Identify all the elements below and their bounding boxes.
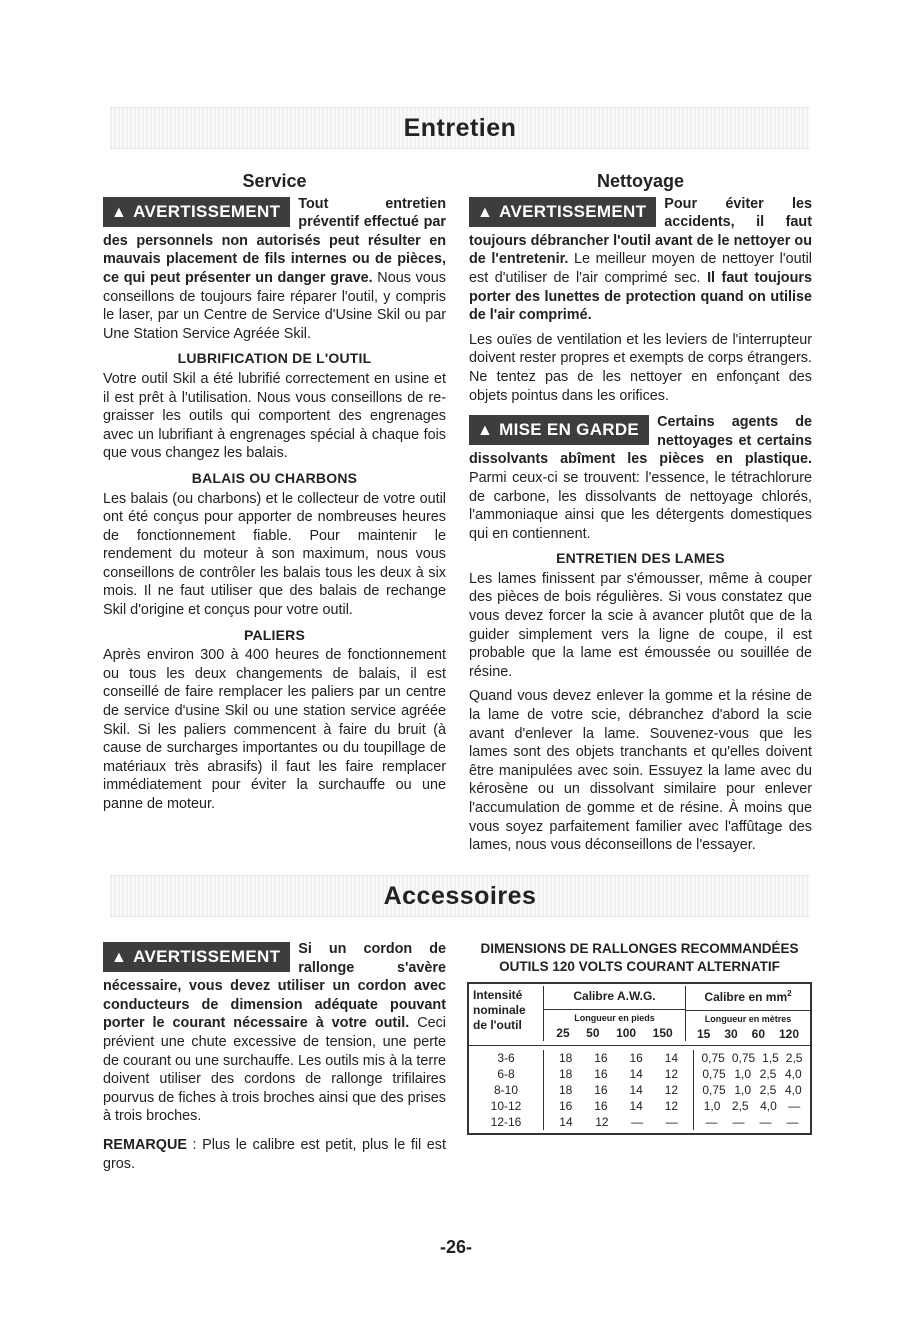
awg-cell: 18 (558, 1067, 573, 1081)
amp-cell: 10-12 (469, 1098, 544, 1114)
awg-cell: 16 (629, 1051, 643, 1065)
table-row (469, 1050, 810, 1066)
awg-cell: 12 (595, 1115, 609, 1129)
awg-cells (544, 1114, 694, 1130)
table-title-2: OUTILS 120 VOLTS COURANT ALTERNATIF (499, 959, 780, 974)
extension-table-block (467, 940, 812, 1135)
header-awg: Calibre A.W.G. Longueur en pieds 25 50 100 150 (544, 986, 686, 1041)
lames-title: ENTRETIEN DES LAMES (556, 550, 725, 567)
mm2-cell: 1,5 (762, 1051, 779, 1065)
mm2-cell: — (732, 1115, 745, 1129)
awg-length: 50 (586, 1026, 600, 1040)
remarque: REMARQUE : Plus le calibre est petit, plus le fil est gros. (103, 1136, 446, 1172)
mm2-length: 15 (696, 1027, 711, 1041)
mm2-cell: 4,0 (784, 1083, 802, 1097)
mm2-cell: — (759, 1115, 772, 1129)
mm2-cell: 1,0 (734, 1083, 751, 1097)
awg-cell: 18 (558, 1051, 573, 1065)
mm2-cell: 0,75 (731, 1051, 756, 1065)
extension-table (467, 982, 812, 1135)
mm2-lengths (686, 1024, 810, 1041)
mm2-cell: 1,0 (703, 1099, 721, 1113)
table-header (469, 986, 810, 1041)
table-title-1: DIMENSIONS DE RALLONGES RECOMMANDÉES (480, 941, 799, 956)
table-row (469, 1082, 810, 1098)
awg-cell: 16 (594, 1099, 608, 1113)
mm2-cell: 2,5 (785, 1051, 803, 1065)
awg-cell: 16 (558, 1099, 573, 1113)
warning-badge: ▲ AVERTISSEMENT (103, 942, 290, 972)
warning-triangle-icon: ▲ (111, 949, 128, 966)
page-number: -26- (439, 1237, 472, 1257)
amp-cell: 3-6 (469, 1050, 544, 1066)
awg-cell: 14 (629, 1067, 643, 1081)
mm2-cell: — (788, 1099, 801, 1113)
awg-cell: 14 (559, 1115, 573, 1129)
left-column (103, 172, 446, 820)
awg-cell: 14 (629, 1099, 643, 1113)
mm2-cells (694, 1082, 810, 1098)
awg-lengths (544, 1023, 685, 1040)
caution-badge: ▲ MISE EN GARDE (469, 415, 649, 445)
lubrification-text: Votre outil Skil a été lubrifié correctement en usine et il est prêt à l'utilisation. Nous vous conseillons de re-graisser les outils qui comportent des engrenages avec un lubrifiant à engrenages spécial à chaque fois que vous changez les balais. (103, 370, 446, 462)
awg-cells (544, 1098, 694, 1114)
mm2-length: 60 (751, 1027, 765, 1041)
awg-cell: 16 (594, 1051, 608, 1065)
awg-cell: 12 (664, 1083, 679, 1097)
awg-length: 25 (556, 1026, 570, 1040)
lames-text-2: Quand vous devez enlever la gomme et la résine de la lame de votre scie, débranchez d'abord la scie avant d'enlever la lame. Souvenez-vous que les lames sont des objets tranchants et qu'elles doivent être manipulées avec soin. Essuyez la lame avec du kérosène ou un dissolvant similaire pour enlever l'accumulation de gomme et de résine. À moins que vous soyez parfaitement familier avec l'affûtage des lames, nous vous déconseillons de l'essayer. (469, 688, 812, 854)
awg-cell: 14 (629, 1083, 643, 1097)
accessoires-column (103, 940, 446, 1179)
warning-badge: ▲ AVERTISSEMENT (469, 197, 656, 227)
awg-cells (544, 1050, 694, 1066)
header-intensite: Intensité nominale de l'outil (469, 986, 544, 1041)
header-mm2: Calibre en $mm^2$ Longueur en mètres 15 30 60 120 (686, 986, 810, 1041)
mm2-cell: — (705, 1115, 718, 1129)
mm2-cells (694, 1114, 810, 1130)
lames-text-1: Les lames finissent par s'émousser, même à couper des pièces de bois régulières. Si vous constatez que vous devez forcer la scie à avancer plutôt que de la guider simplement vers la ligne de coupe, il est probable que la lame est émoussée ou souillée de résine. (469, 570, 812, 680)
mm2-cells (694, 1098, 810, 1114)
awg-length: 150 (652, 1026, 673, 1040)
table-row (469, 1066, 810, 1082)
section-band-accessoires (110, 875, 810, 917)
amp-cell: 6-8 (469, 1066, 544, 1082)
awg-cell: 18 (558, 1083, 573, 1097)
balais-title: BALAIS OU CHARBONS (191, 469, 358, 486)
amp-cell: 8-10 (469, 1082, 544, 1098)
warning-triangle-icon: ▲ (111, 203, 128, 221)
service-paragraph: ▲ AVERTISSEMENT Tout entretien préventif effectué par des personnels non autorisés peut résulter en mauvais placement de fils internes ou de pièces, ce qui peut présenter un danger grave. Nous vous conseillons de toujours faire réparer l'outil, y compris le laser, par un Centre de Service d'Usine Skil ou par Une Station Service Agréée Skil. (103, 195, 446, 342)
awg-cell: 12 (664, 1099, 679, 1113)
warning-triangle-icon: ▲ (477, 422, 494, 440)
mm2-cell: 4,0 (784, 1067, 802, 1081)
mm2-cell: 0,75 (702, 1083, 726, 1097)
mm2-cell: 0,75 (702, 1067, 726, 1081)
caution-paragraph: ▲ MISE EN GARDE Certains agents de nettoyages et certains dissolvants abîment les pièces en plastique. Parmi ceux-ci se trouvent: l'essence, le tétrachlorure de carbone, les dissolvants de nettoyage chlorés, l'ammoniaque ainsi que les détergents domestiques qui en contiennent. (469, 414, 812, 542)
table-row (469, 1114, 810, 1130)
awg-cells (544, 1082, 694, 1098)
section-title-accessoires: Accessoires (383, 882, 537, 910)
amp-cell: 12-16 (469, 1114, 544, 1130)
paliers-title: PALIERS (243, 626, 306, 643)
service-title: Service (242, 171, 307, 191)
mm2-cell: 2,5 (759, 1067, 777, 1081)
section-band-entretien (110, 107, 810, 149)
awg-cell: — (631, 1115, 644, 1129)
lubrification-title: LUBRIFICATION DE L'OUTIL (177, 350, 372, 367)
table-body (469, 1046, 810, 1130)
right-column (469, 172, 812, 861)
awg-cell: 16 (594, 1067, 608, 1081)
mm2-cell: 1,0 (734, 1067, 751, 1081)
mm2-cell: — (786, 1115, 799, 1129)
mm2-cell: 0,75 (701, 1051, 725, 1065)
warning-badge: ▲ AVERTISSEMENT (103, 197, 290, 227)
warning-triangle-icon: ▲ (477, 203, 494, 221)
awg-cell: 16 (594, 1083, 608, 1097)
awg-cells (544, 1066, 694, 1082)
balais-text: Les balais (ou charbons) et le collecteur de votre outil ont été conçus pour apporter de nombreuses heures de fonctionnement fiable. Pour maintenir le rendement du moteur à son maximum, nous vous conseillons de contrôler les balais tous les deux à six mois. Il ne faut utiliser que des balais de rechange Skil d'origine et conçus pour votre outil. (103, 490, 446, 619)
nettoyage-title: Nettoyage (596, 171, 685, 191)
paliers-text: Après environ 300 à 400 heures de fonctionnement ou tous les deux changements de balais, il est conseillé de faire remplacer les paliers par un centre de service d'usine Skil ou une station service agréée Skil. Si les paliers commencent à faire du bruit (à cause de surcharges importantes ou du toupillage de matériaux très abrasifs) il faut les faire remplacer immédiatement pour éviter la surchauffe ou une panne de moteur. (103, 647, 446, 812)
mm2-cell: 4,0 (760, 1099, 777, 1113)
mm2-cell: 2,5 (731, 1099, 749, 1113)
mm2-cell: 2,5 (759, 1083, 777, 1097)
awg-cell: 14 (664, 1051, 679, 1065)
ventilation-paragraph: Les ouïes de ventilation et les leviers de l'interrupteur doivent rester propres et exempts de corps étrangers. Ne tentez pas de les nettoyer en enfonçant des objets pointus dans les orifices. (469, 331, 812, 404)
mm2-cells (694, 1066, 810, 1082)
mm2-length: 30 (724, 1027, 738, 1041)
table-row (469, 1098, 810, 1114)
awg-cell: 12 (664, 1067, 679, 1081)
mm2-length: 120 (778, 1027, 799, 1041)
awg-cell: — (665, 1115, 678, 1129)
accessoires-paragraph: ▲ AVERTISSEMENT Si un cordon de rallonge s'avère nécessaire, vous devez utiliser un cordon avec conducteurs de dimension adéquate pouvant porter le courant nécessaire à votre outil. Ceci prévient une chute excessive de tension, une perte de courant ou une surchauffe. Les outils mis à la terre doivent utiliser des cordons de rallonge trifilaires pourvus de fiches à trois broches ainsi que des prises à trois broches. (103, 941, 446, 1125)
nettoyage-paragraph: ▲ AVERTISSEMENT Pour éviter les accidents, il faut toujours débrancher l'outil avant de le nettoyer ou de l'entretenir. Le meilleur moyen de nettoyer l'outil est d'utiliser de l'air comprimé sec. Il faut toujours porter des lunettes de protection quand on utilise de l'air comprimé. (469, 195, 812, 324)
awg-length: 100 (616, 1026, 637, 1040)
mm2-cells (694, 1050, 810, 1066)
section-title-entretien: Entretien (403, 114, 517, 142)
